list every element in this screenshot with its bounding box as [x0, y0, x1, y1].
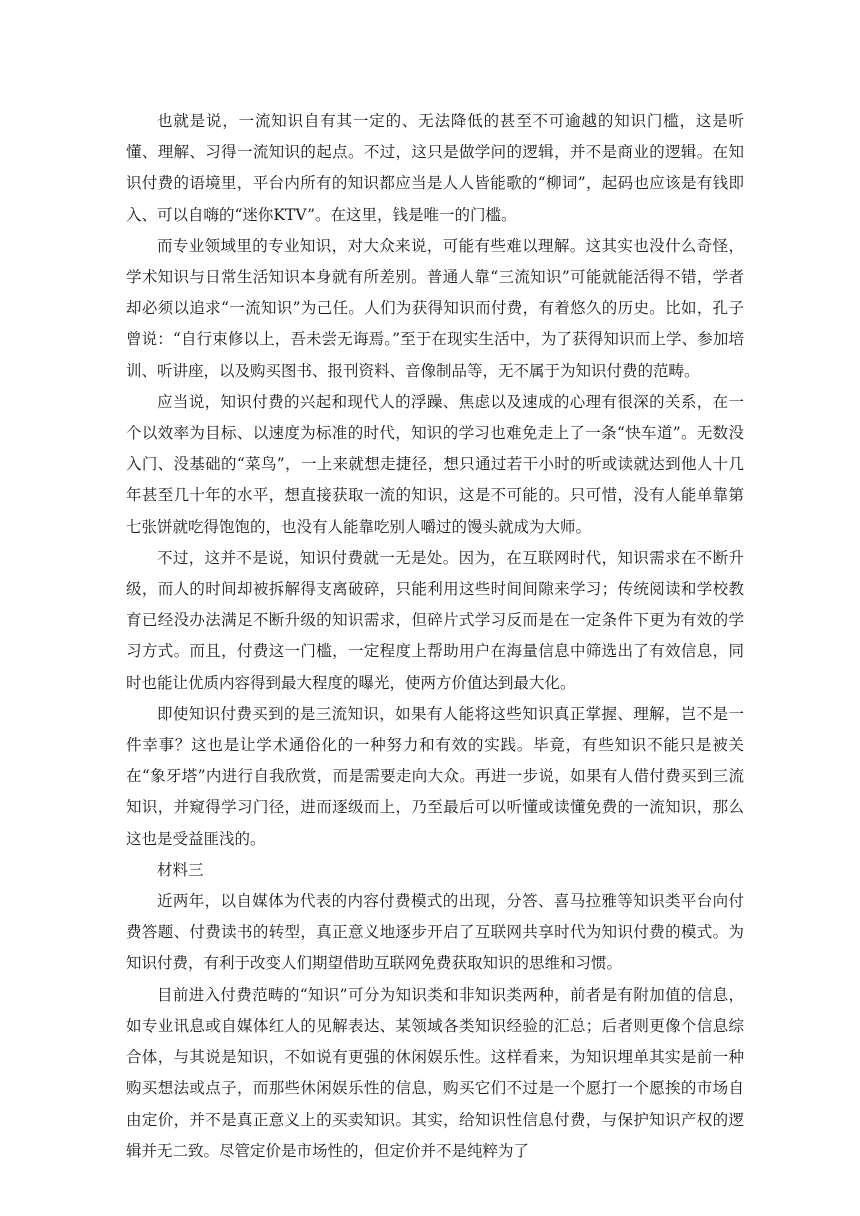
paragraph: 而专业领域里的专业知识，对大众来说，可能有些难以理解。这其实也没什么奇怪，学术知识与日常生活知识本身就有所差别。普通人靠“三流知识”可能就能活得不错，学者却必须以追求“一流知识”为己任。人们为获得知识而付费，有着悠久的历史。比如，孔子曾说：“自行束修以上，吾未尝无诲焉。”至于在现实生活中，为了获得知识而上学、参加培训、听讲座，以及购买图书、报刊资料、音像制品等，无不属于为知识付费的范畴。 — [126, 236, 744, 380]
paragraph: 近两年，以自媒体为代表的内容付费模式的出现，分答、喜马拉雅等知识类平台向付费答题、付费读书的转型，真正意义地逐步开启了互联网共享时代为知识付费的模式。为知识付费，有利于改变人们期望借助互联网免费获取知识的思维和习惯。 — [126, 892, 744, 973]
paragraph: 应当说，知识付费的兴起和现代人的浮躁、焦虑以及速成的心理有很深的关系，在一个以效率为目标、以速度为标准的时代，知识的学习也难免走上了一条“快车道”。无数没入门、没基础的“菜鸟”，一上来就想走捷径，想只通过若干小时的听或读就达到他人十几年甚至几十年的水平，想直接获取一流的知识，这是不可能的。只可惜，没有人能单靠第七张饼就吃得饱饱的，也没有人能靠吃别人嚼过的馒头就成为大师。 — [126, 392, 744, 536]
paragraph: 即使知识付费买到的是三流知识，如果有人能将这些知识真正掌握、理解，岂不是一件幸事？这也是让学术通俗化的一种努力和有效的实践。毕竟，有些知识不能只是被关在“象牙塔”内进行自我欣赏，而是需要走向大众。再进一步说，如果有人借付费买到三流知识，并窥得学习门径，进而逐级而上，乃至最后可以听懂或读懂免费的一流知识，那么这也是受益匪浅的。 — [126, 704, 744, 848]
paragraph: 也就是说，一流知识自有其一定的、无法降低的甚至不可逾越的知识门槛，这是听懂、理解、习得一流知识的起点。不过，这只是做学问的逻辑，并不是商业的逻辑。在知识付费的语境里，平台内所有的知识都应当是人人皆能歌的“柳词”，起码也应该是有钱即入、可以自嗨的“迷你KTV”。在这里，钱是唯一的门槛。 — [126, 112, 744, 224]
paragraph: 目前进入付费范畴的“知识”可分为知识类和非知识类两种，前者是有附加值的信息，如专业讯息或自媒体红人的见解表达、某领域各类知识经验的汇总；后者则更像个信息综合体，与其说是知识，不如说有更强的休闲娱乐性。这样看来，为知识埋单其实是前一种购买想法或点子，而那些休闲娱乐性的信息，购买它们不过是一个愿打一个愿挨的市场自由定价，并不是真正意义上的买卖知识。其实，给知识性信息付费，与保护知识产权的逻辑并无二致。尽管定价是市场性的，但定价并不是纯粹为了 — [126, 985, 744, 1160]
article-body — [126, 106, 744, 1167]
paragraph: 不过，这并不是说，知识付费就一无是处。因为，在互联网时代，知识需求在不断升级，而人的时间却被拆解得支离破碎，只能利用这些时间间隙来学习；传统阅读和学校教育已经没办法满足不断升级的知识需求，但碎片式学习反而是在一定条件下更为有效的学习方式。而且，付费这一门槛，一定程度上帮助用户在海量信息中筛选出了有效信息，同时也能让优质内容得到最大程度的曝光，使两方价值达到最大化。 — [126, 548, 744, 692]
section-heading: 材料三 — [157, 860, 204, 879]
